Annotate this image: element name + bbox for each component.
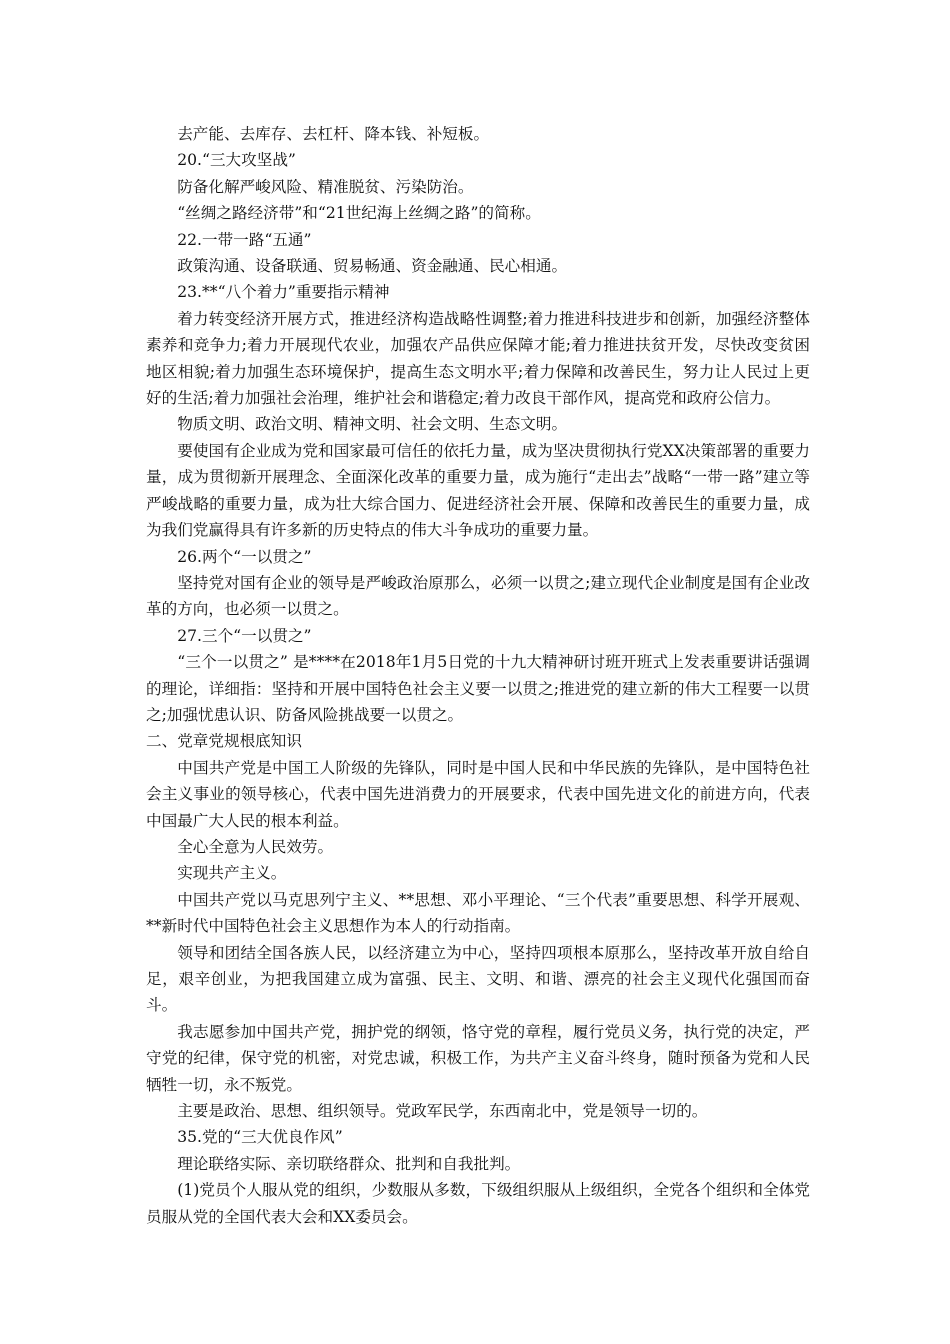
paragraph: 理论联络实际、亲切联络群众、批判和自我批判。 [177, 1154, 521, 1173]
paragraph: “三个一以贯之” 是****在2018年1月5日党的十九大精神研讨班开班式上发表重要讲话强调的理论，详细指：坚持和开展中国特色社会主义要一以贯之;推进党的建立新的伟大工程要一以贯之;加强忧患认识、防备风险挑战要一以贯之。 [146, 653, 810, 724]
paragraph: 领导和团结全国各族人民，以经济建立为中心，坚持四项根本原那么，坚持改革开放自给自足，艰辛创业，为把我国建立成为富强、民主、文明、和谐、漂亮的社会主义现代化强国而奋斗。 [146, 943, 810, 1015]
section-heading: 20.“三大攻坚战” [177, 151, 296, 170]
paragraph: (1)党员个人服从党的组织，少数服从多数，下级组织服从上级组织，全党各个组织和全体党员服从党的全国代表大会和XX委员会。 [146, 1181, 810, 1226]
paragraph: 中国共产党是中国工人阶级的先锋队，同时是中国人民和中华民族的先锋队，是中国特色社会主义事业的领导核心，代表中国先进消费力的开展要求，代表中国先进文化的前进方向，代表中国最广大人民的根本利益。 [146, 758, 810, 830]
paragraph: 防备化解严峻风险、精准脱贫、污染防治。 [177, 177, 474, 196]
paragraph: 坚持党对国有企业的领导是严峻政治原那么，必须一以贯之;建立现代企业制度是国有企业改革的方向，也必须一以贯之。 [146, 573, 810, 619]
section-heading: 26.两个“一以贯之” [177, 547, 312, 566]
paragraph: 主要是政治、思想、组织领导。党政军民学，东西南北中，党是领导一切的。 [177, 1102, 708, 1121]
paragraph: 全心全意为人民效劳。 [177, 837, 334, 856]
document-page [146, 121, 810, 1230]
section-heading: 35.党的“三大优良作风” [177, 1128, 343, 1147]
section-heading: 27.三个“一以贯之” [177, 626, 312, 645]
section-heading: 23.**“八个着力”重要指示精神 [177, 283, 390, 302]
paragraph: 要使国有企业成为党和国家最可信任的依托力量，成为坚决贯彻执行党XX决策部署的重要力量，成为贯彻新开展理念、全面深化改革的重要力量，成为施行“走出去”战略“一带一路”建立等严峻战略的重要力量，成为壮大综合国力、促进经济社会开展、保障和改善民生的重要力量，成为我们党赢得具有许多新的历史特点的伟大斗争成功的重要力量。 [146, 441, 810, 540]
paragraph: 物质文明、政治文明、精神文明、社会文明、生态文明。 [177, 415, 568, 434]
paragraph: 去产能、去库存、去杠杆、降本钱、补短板。 [177, 125, 490, 143]
paragraph: 我志愿参加中国共产党，拥护党的纲领，恪守党的章程，履行党员义务，执行党的决定，严守党的纪律，保守党的机密，对党忠诚，积极工作，为共产主义奋斗终身，随时预备为党和人民牺牲一切，永不叛党。 [146, 1022, 810, 1094]
section-heading: 22.一带一路“五通” [177, 230, 312, 249]
paragraph: 实现共产主义。 [177, 864, 287, 883]
paragraph: 着力转变经济开展方式，推进经济构造战略性调整;着力推进科技进步和创新，加强经济整体素养和竞争力;着力开展现代农业，加强农产品供应保障才能;着力推进扶贫开发，尽快改变贫困地区相貌;着力加强生态环境保护，提高生态文明水平;着力保障和改善民生，努力让人民过上更好的生活;着力加强社会治理，维护社会和谐稳定;着力改良干部作风，提高党和政府公信力。 [146, 309, 810, 408]
section-heading: 二、党章党规根底知识 [146, 732, 302, 751]
paragraph: “丝绸之路经济带”和“21世纪海上丝绸之路”的简称。 [177, 204, 541, 223]
paragraph: 中国共产党以马克思列宁主义、**思想、邓小平理论、“三个代表”重要思想、科学开展观、**新时代中国特色社会主义思想作为本人的行动指南。 [146, 890, 810, 936]
paragraph: 政策沟通、设备联通、贸易畅通、资金融通、民心相通。 [177, 257, 568, 276]
